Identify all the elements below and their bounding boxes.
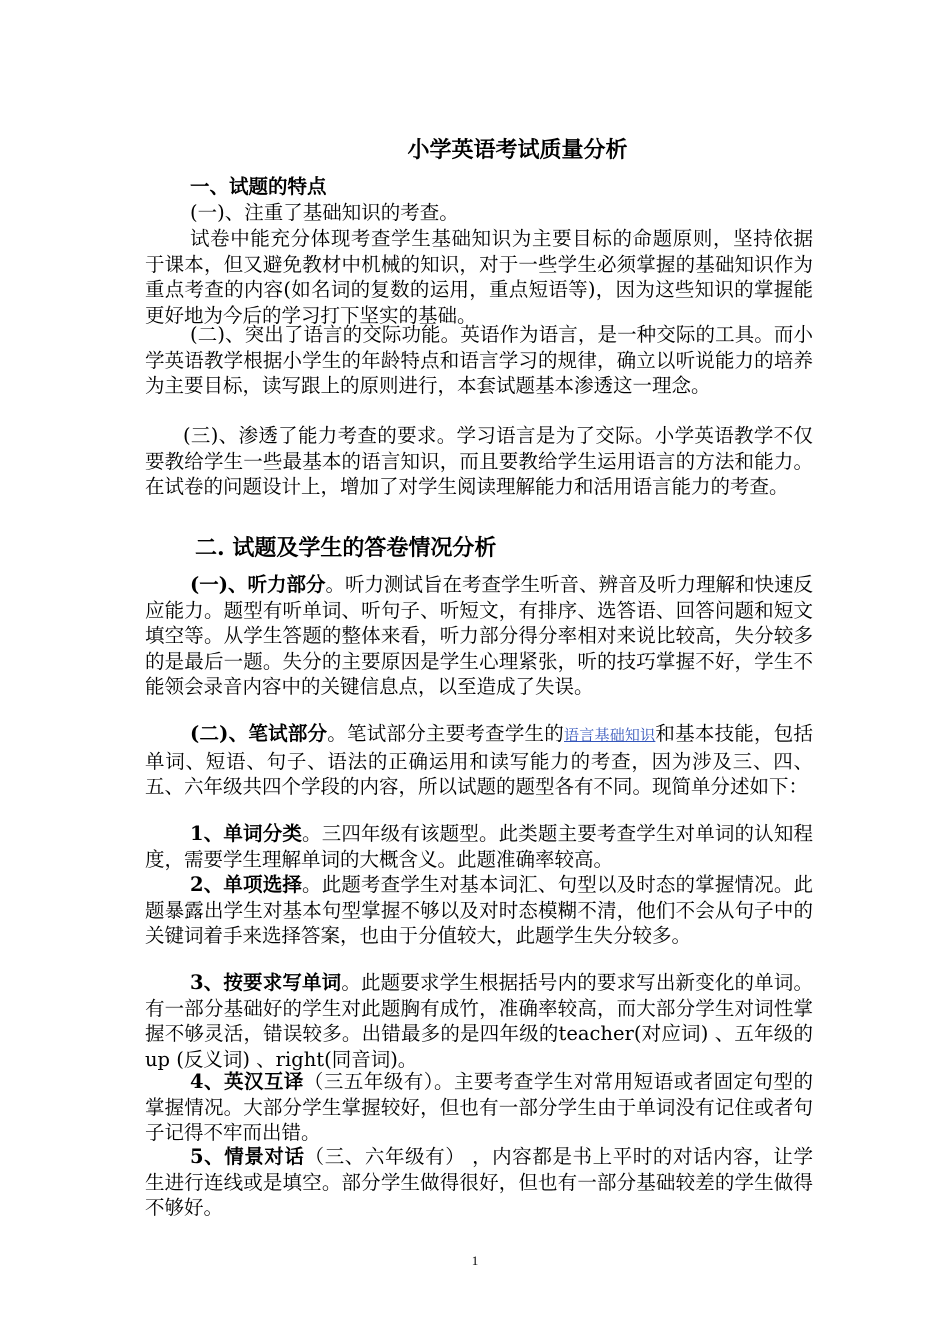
paragraph-communication: (二)、突出了语言的交际功能。英语作为语言，是一种交际的工具。而小学英语教学根据小学生的年龄特点和语言学习的规律，确立以听说能力的培养为主要目标，读写跟上的原则进行，本套试题基本渗透这一理念。 [145,323,813,398]
listening-text: 。听力测试旨在考查学生听音、辨音及听力理解和快速反应能力。题型有听单词、听句子、听短文，有排序、选答语、回答问题和短文填空等。从学生答题的整体来看，听力部分得分率相对来说比较高，失分较多的是最后一题。失分的主要原因是学生心理紧张，听的技巧掌握不好，学生不能领会录音内容中的关键信息点，以至造成了失误。 [145,573,813,699]
item-5-text: （三、六年级有） ，内容都是书上平时的对话内容，让学生进行连线或是填空。部分学生做得很好，但也有一部分基础较差的学生做得不够好。 [145,1145,814,1220]
paragraph-item-1 [145,821,813,872]
written-text-after: 和基本技能，包括单词、短语、句子、语法的正确运用和读写能力的考查，因为涉及三、四、五、六年级共四个学段的内容，所以试题的题型各有不同。现简单分述如下： [145,722,813,799]
paragraph-item-4 [145,1069,813,1146]
language-basics-link[interactable]: 语言基础知识 [564,726,656,744]
document-title: 小学英语考试质量分析 [407,137,628,163]
paragraph-basic-knowledge-heading: (一)、注重了基础知识的考查。 [190,201,459,224]
paragraph-written [145,721,813,800]
paragraph-item-3 [145,970,813,1072]
page-number: 1 [471,1253,479,1268]
written-label: (二)、笔试部分 [190,722,328,745]
item-4-text: （三五年级有）。主要考查学生对常用短语或者固定句型的掌握情况。大部分学生掌握较好，但也有一部分学生由于单词没有记住或者句子记得不牢而出错。 [145,1070,813,1145]
paragraph-listening [145,572,813,700]
paragraph-item-5 [145,1144,813,1221]
item-3-label: 3、按要求写单词 [190,971,342,994]
section-heading-analysis: 二. 试题及学生的答卷情况分析 [195,535,497,561]
written-text-before: 。笔试部分主要考查学生的 [327,722,565,745]
paragraph-basic-knowledge: 试卷中能充分体现考查学生基础知识为主要目标的命题原则，坚持依据于课本，但又避免教材中机械的知识，对于一些学生必须掌握的基础知识作为重点考查的内容(如名词的复数的运用，重点短语等)，因为这些知识的掌握能更好地为今后的学习打下坚实的基础。 [145,227,813,327]
item-5-label: 5、情景对话 [190,1145,305,1168]
item-3-text: 。此题要求学生根据括号内的要求写出新变化的单词。有一部分基础好的学生对此题胸有成竹，准确率较高，而大部分学生对词性掌握不够灵活，错误较多。出错最多的是四年级的teacher(对应词) 、五年级的 up (反义词) 、right(同音词)。 [145,971,813,1071]
listening-label: (一)、听力部分 [190,573,326,596]
item-1-label: 1、单词分类 [190,822,303,845]
item-2-text: 。此题考查学生对基本词汇、句型以及时态的掌握情况。此题暴露出学生对基本句型掌握不够以及对时态模糊不清，他们不会从句子中的关键词着手来选择答案，也由于分值较大，此题学生失分较多。 [145,873,813,948]
paragraph-ability: (三)、渗透了能力考查的要求。学习语言是为了交际。小学英语教学不仅要教给学生一些最基本的语言知识，而且要教给学生运用语言的方法和能力。在试卷的问题设计上，增加了对学生阅读理解能力和活用语言能力的考查。 [145,424,813,499]
item-1-text: 。三四年级有该题型。此类题主要考查学生对单词的认知程度，需要学生理解单词的大概含义。此题准确率较高。 [145,822,813,871]
section-heading-features: 一、试题的特点 [190,175,327,198]
item-2-label: 2、单项选择 [190,873,303,896]
paragraph-item-2 [145,872,813,949]
item-4-label: 4、英汉互译 [190,1070,304,1093]
